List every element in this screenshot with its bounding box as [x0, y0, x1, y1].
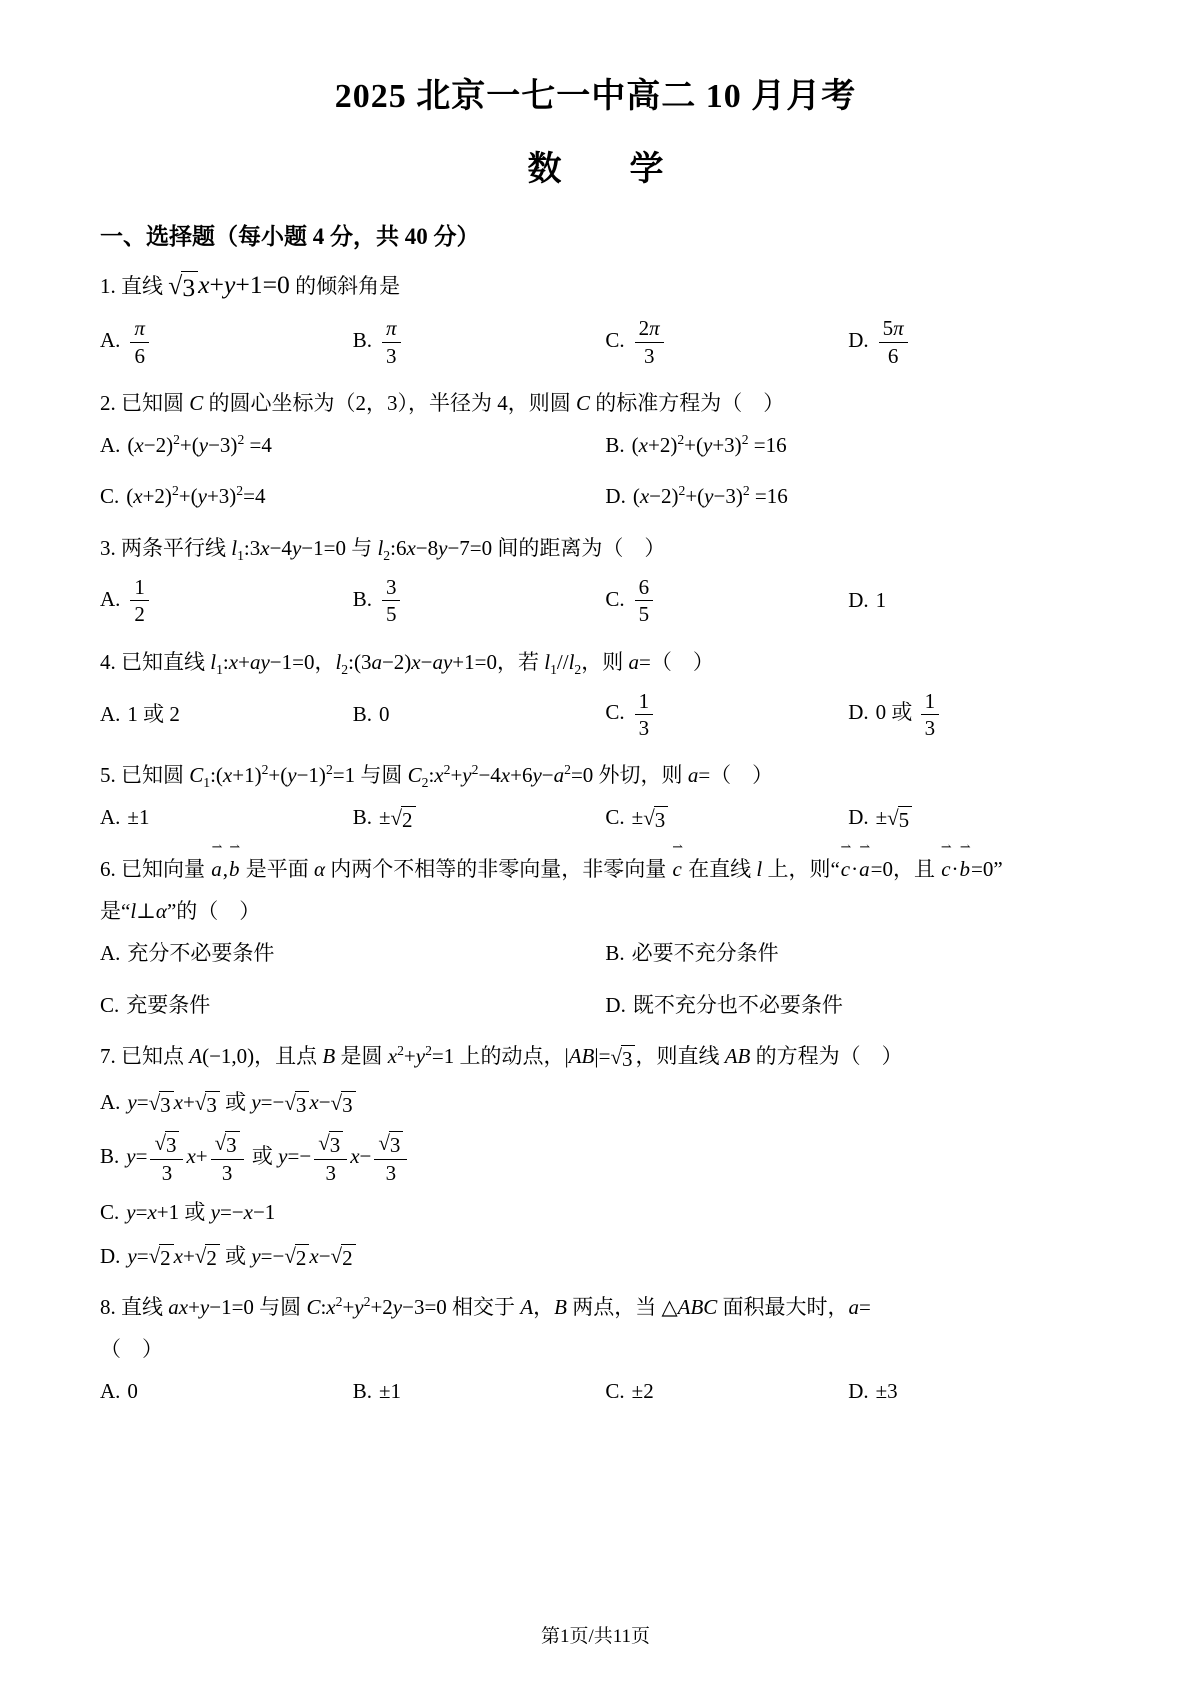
- question-block: [100, 1286, 1091, 1410]
- question-options: [100, 936, 1091, 1023]
- subject-title: 数 学: [527, 151, 664, 188]
- option-item: [605, 687, 848, 743]
- option-label: A.: [100, 940, 121, 965]
- option-text: 1: [875, 588, 887, 613]
- option-text: y=x+1 或 y=−x−1: [126, 1199, 276, 1224]
- option-label: A.: [100, 327, 121, 352]
- option-item: [605, 800, 848, 836]
- option-item: [100, 1085, 1091, 1121]
- option-item: [100, 314, 353, 370]
- option-item: [100, 428, 605, 464]
- option-label: A.: [100, 432, 121, 457]
- option-label: B.: [352, 327, 372, 352]
- option-text: $\frac{2\pi}{3}$: [632, 328, 667, 352]
- option-item: [605, 936, 1091, 972]
- option-label: C.: [100, 484, 120, 509]
- question-block: [100, 259, 1091, 370]
- option-text: 既不充分也不必要条件: [632, 992, 843, 1017]
- question-options: [100, 573, 1091, 629]
- option-label: C.: [100, 1199, 120, 1224]
- option-item: [100, 988, 605, 1024]
- option-label: C.: [605, 586, 625, 611]
- option-label: B.: [352, 701, 372, 726]
- option-text: ±2: [631, 1379, 654, 1404]
- option-item: [100, 1195, 1091, 1231]
- option-label: D.: [848, 700, 869, 725]
- option-item: [353, 1374, 606, 1410]
- option-text: ±3: [875, 1379, 898, 1404]
- question-stem: 3. 两条平行线 $l_1:3x-4y-1=0$ 与 $l_2:6x-8y-7=0$ 间的距离为（ ）: [100, 536, 666, 564]
- question-block: [100, 838, 1091, 1023]
- page-title: 2025 北京一七一中高二 10 月月考: [334, 78, 857, 115]
- option-text: $(x+2)^2+(y+3)^2 =16$: [631, 431, 787, 457]
- option-label: D.: [848, 805, 869, 830]
- option-item: [353, 800, 606, 836]
- option-text: 0: [127, 1379, 138, 1404]
- question-stem: 7. 已知点 A(−1,0)，且点 B 是圆 $x^2+y^2=1$ 上的动点，|AB|= √ 3 ，则直线 AB 的方程为（ ）: [100, 1043, 903, 1071]
- option-item: [100, 800, 353, 836]
- option-text: 1 或 2: [127, 701, 180, 726]
- option-text: $(x+2)^2+(y+3)^2=4$: [126, 483, 266, 509]
- option-item: [848, 1374, 1091, 1410]
- option-text: $(x-2)^2+(y-3)^2 =4$: [127, 431, 272, 457]
- question-block: [100, 754, 1091, 836]
- option-label: B.: [352, 1379, 372, 1404]
- option-text: $(x-2)^2+(y-3)^2 =16$: [632, 483, 788, 509]
- option-label: A.: [100, 586, 121, 611]
- option-label: A.: [100, 1090, 121, 1115]
- option-item: [100, 697, 353, 733]
- option-text: 0: [378, 701, 390, 726]
- option-label: B.: [100, 1143, 120, 1168]
- option-text: $\frac{3}{5}$: [379, 587, 404, 611]
- option-item: [605, 988, 1091, 1024]
- option-label: B.: [605, 432, 625, 457]
- option-label: D.: [605, 484, 626, 509]
- option-item: [605, 1374, 848, 1410]
- option-text: ± √ 5: [876, 805, 913, 829]
- option-text: ±1: [127, 805, 150, 830]
- question-options: [100, 1085, 1091, 1274]
- option-item: [100, 1239, 1091, 1275]
- option-label: D.: [848, 1379, 869, 1404]
- question-options: [100, 800, 1091, 836]
- option-item: [848, 583, 1091, 619]
- option-text: $\frac{\pi}{6}$: [127, 328, 152, 352]
- option-text: $\frac{6}{5}$: [632, 587, 657, 611]
- question-stem: 2. 已知圆 C 的圆心坐标为（2，3），半径为 4，则圆 C 的标准方程为（ ）: [100, 390, 785, 415]
- option-text: 必要不充分条件: [631, 940, 779, 965]
- option-text: y= √ 2 x+ √ 2 或 y=− √ 2 x− √ 2: [127, 1244, 355, 1268]
- question-list: [100, 259, 1091, 1410]
- option-item: [605, 573, 848, 629]
- option-item: [848, 314, 1091, 370]
- option-item: [100, 479, 605, 515]
- option-text: $\frac{1}{3}$: [632, 700, 657, 724]
- option-label: A.: [100, 701, 121, 726]
- option-item: [605, 479, 1091, 515]
- option-item: [605, 428, 1091, 464]
- question-stem: 4. 已知直线 $l_1:x+ay-1=0$，$l_2:(3a-2)x-ay+1=0$，若 $l_1//l_2$，则 a=（ ）: [100, 649, 714, 677]
- question-block: [100, 527, 1091, 629]
- option-item: [353, 314, 606, 370]
- question-block: [100, 641, 1091, 743]
- option-text: ± √ 2: [379, 805, 416, 829]
- option-label: D.: [605, 992, 626, 1017]
- option-item: [100, 1374, 353, 1410]
- option-text: ± √ 3: [632, 805, 669, 829]
- question-stem: 5. 已知圆 $C_1:(x+1)^2+(y-1)^2=1$ 与圆 $C_2:x^2+y^2-4x+6y-a^2=0$ 外切，则 a=（ ）: [100, 762, 774, 791]
- page-footer: 第1页/共11页: [540, 1626, 651, 1647]
- option-label: D.: [848, 588, 869, 613]
- option-label: B.: [352, 805, 372, 830]
- question-stem: 1. 直线 √ 3 x+y+1=0 的倾斜角是: [100, 259, 1091, 310]
- option-text: 充要条件: [126, 992, 211, 1017]
- question-stem: 6. 已知向量 ⇀ a, ⇀ b 是平面 α 内两个不相等的非零向量，非零向量 ⇀ c 在直线 l 上，则“ ⇀ c· ⇀ a=0，且 ⇀ c· ⇀ b=0” 是“l⊥α”的（ ）: [100, 838, 1003, 923]
- question-options: [100, 1374, 1091, 1410]
- option-label: A.: [100, 1379, 121, 1404]
- option-text: ±1: [378, 1379, 401, 1404]
- option-item: [100, 936, 605, 972]
- option-text: y= √ 3 x+ √ 3 或 y=− √ 3 x− √ 3: [127, 1090, 355, 1114]
- option-label: B.: [352, 586, 372, 611]
- option-text: 充分不必要条件: [127, 940, 275, 965]
- option-item: [353, 573, 606, 629]
- option-label: A.: [100, 805, 121, 830]
- question-block: [100, 1035, 1091, 1274]
- option-label: C.: [605, 1379, 625, 1404]
- question-stem: 8. 直线 ax+y−1=0 与圆 $C:x^2+y^2+2y-3=0$ 相交于 A，B 两点，当 △ABC 面积最大时，a= （ ）: [100, 1294, 871, 1362]
- option-text: $\frac{\pi}{3}$: [379, 328, 404, 352]
- option-label: D.: [100, 1243, 121, 1268]
- option-label: D.: [848, 327, 869, 352]
- option-item: [848, 687, 1091, 743]
- option-label: B.: [605, 940, 625, 965]
- option-item: [605, 314, 848, 370]
- option-text: 0 或 $\frac{1}{3}$: [876, 700, 943, 724]
- option-item: [848, 800, 1091, 836]
- option-label: C.: [605, 805, 625, 830]
- option-label: C.: [100, 992, 120, 1017]
- section-heading: 一、选择题（每小题 4 分，共 40 分）: [100, 224, 480, 249]
- option-text: $\frac{1}{2}$: [127, 587, 152, 611]
- question-options: [100, 314, 1091, 370]
- option-text: $\frac{5\pi}{6}$: [876, 328, 911, 352]
- option-label: C.: [605, 327, 625, 352]
- question-options: [100, 428, 1091, 515]
- question-options: [100, 687, 1091, 743]
- question-block: [100, 382, 1091, 515]
- option-label: C.: [605, 700, 625, 725]
- option-item: [353, 697, 606, 733]
- option-text: y= √ 3 3 x+ √ 3 3 或 y=− √ 3 3 x− √ 3 3: [126, 1144, 410, 1168]
- option-item: [100, 1129, 1091, 1187]
- option-item: [100, 573, 353, 629]
